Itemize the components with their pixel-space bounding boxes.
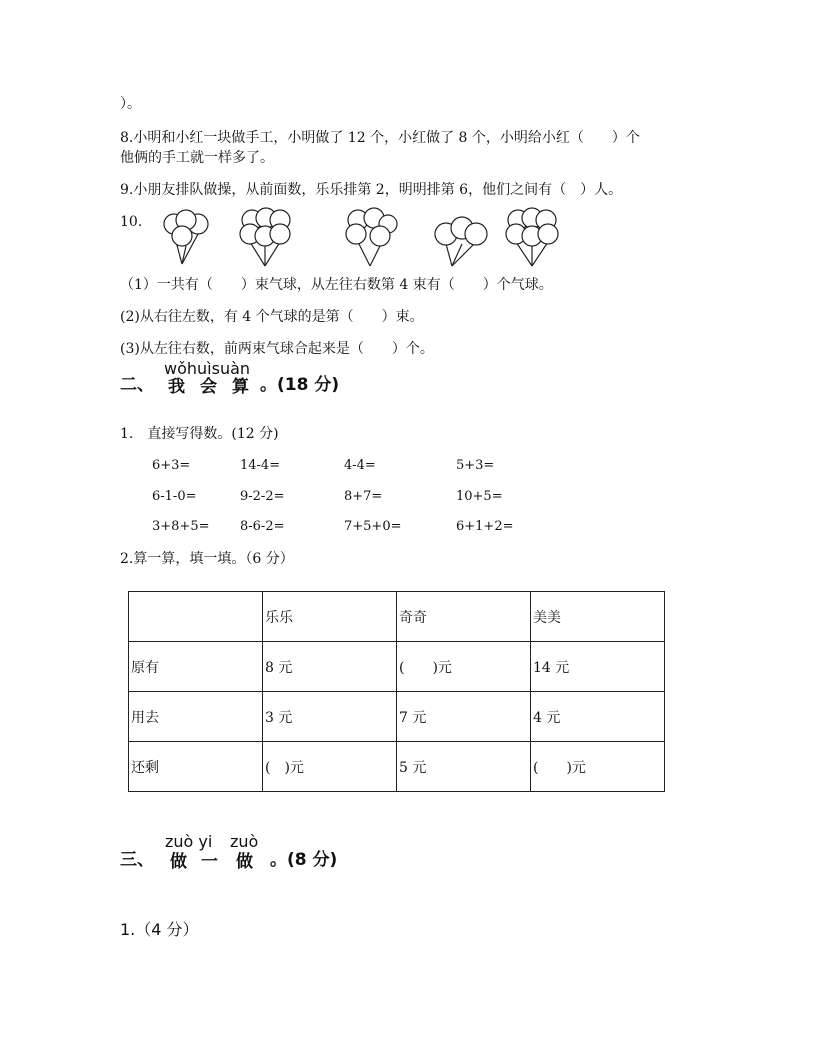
table-row bbox=[129, 742, 665, 792]
section-2-char-1: 我 bbox=[168, 377, 185, 397]
balloon-bunch-1 bbox=[164, 210, 208, 264]
table-header-lele: 乐乐 bbox=[263, 592, 397, 642]
table-cell bbox=[129, 592, 263, 642]
section-2-char-3: 算 bbox=[232, 377, 249, 397]
table-header-meimei: 美美 bbox=[531, 592, 665, 642]
balloon-bunch-5 bbox=[506, 208, 558, 266]
table-row-label: 用去 bbox=[129, 692, 263, 742]
section-3-question-1: 1.（4 分） bbox=[120, 920, 199, 939]
section-2-points: 。(18 分) bbox=[260, 375, 340, 395]
table-row-label: 还剩 bbox=[129, 742, 263, 792]
section-3-char-3: 做 bbox=[236, 852, 253, 872]
section-3-pinyin-1: zuò yi bbox=[165, 832, 213, 851]
table-header-row bbox=[129, 592, 665, 642]
section-2-pinyin: wǒhuìsuàn bbox=[164, 359, 251, 378]
balloon-bunch-4 bbox=[435, 217, 487, 266]
balloon-bunches-illustration bbox=[160, 206, 560, 270]
section-3-char-2: 一 bbox=[201, 852, 218, 872]
table-cell: ( )元 bbox=[263, 742, 397, 792]
question-8-line-2: 他俩的手工就一样多了。 bbox=[120, 150, 274, 166]
table-row bbox=[129, 692, 665, 742]
question-10-number: 10. bbox=[120, 214, 143, 230]
table-cell: 3 元 bbox=[263, 692, 397, 742]
table-row-label: 原有 bbox=[129, 642, 263, 692]
problem-r2-c2: 9-2-2= bbox=[240, 489, 285, 504]
table-row bbox=[129, 642, 665, 692]
section-2-question-2: 2.算一算，填一填。（6 分） bbox=[120, 551, 294, 567]
table-cell: ( )元 bbox=[531, 742, 665, 792]
problem-r3-c1: 3+8+5= bbox=[152, 519, 210, 534]
problem-r2-c1: 6-1-0= bbox=[152, 489, 197, 504]
problem-r3-c2: 8-6-2= bbox=[240, 519, 285, 534]
section-3-pinyin-2: zuò bbox=[230, 832, 259, 851]
problem-r3-c4: 6+1+2= bbox=[456, 519, 514, 534]
problem-r2-c4: 10+5= bbox=[456, 489, 503, 504]
section-3-char-1: 做 bbox=[170, 852, 187, 872]
table-cell: 8 元 bbox=[263, 642, 397, 692]
section-2-char-2: 会 bbox=[200, 377, 217, 397]
table-cell: 14 元 bbox=[531, 642, 665, 692]
table-cell: ( )元 bbox=[397, 642, 531, 692]
problem-r1-c1: 6+3= bbox=[152, 458, 191, 473]
section-3-prefix: 三、 bbox=[120, 850, 154, 870]
section-2-question-1: 1. 直接写得数。(12 分) bbox=[120, 426, 279, 442]
question-10-part-1: （1）一共有（ ）束气球，从左往右数第 4 束有（ ）个气球。 bbox=[120, 277, 553, 293]
problem-r2-c3: 8+7= bbox=[344, 489, 383, 504]
question-10-part-2: (2)从右往左数，有 4 个气球的是第（ ）束。 bbox=[120, 309, 424, 325]
table-cell: 7 元 bbox=[397, 692, 531, 742]
table-cell: 4 元 bbox=[531, 692, 665, 742]
problem-r1-c3: 4-4= bbox=[344, 458, 376, 473]
balloon-bunch-3 bbox=[346, 208, 397, 266]
table-cell: 5 元 bbox=[397, 742, 531, 792]
table-header-qiqi: 奇奇 bbox=[397, 592, 531, 642]
problem-r3-c3: 7+5+0= bbox=[344, 519, 402, 534]
question-10-part-3: (3)从左往右数，前两束气球合起来是（ ）个。 bbox=[120, 341, 434, 357]
previous-question-end: ）。 bbox=[120, 96, 141, 112]
balloon-bunch-2 bbox=[240, 208, 290, 266]
section-2-prefix: 二、 bbox=[120, 375, 154, 395]
question-8-line-1: 8.小明和小红一块做手工，小明做了 12 个，小红做了 8 个，小明给小红（ ）个 bbox=[120, 130, 640, 146]
problem-r1-c2: 14-4= bbox=[240, 458, 281, 473]
section-3-points: 。(8 分) bbox=[270, 850, 338, 870]
money-table bbox=[128, 591, 665, 792]
question-9: 9.小朋友排队做操，从前面数，乐乐排第 2，明明排第 6，他们之间有（ ）人。 bbox=[120, 182, 623, 198]
problem-r1-c4: 5+3= bbox=[456, 458, 495, 473]
